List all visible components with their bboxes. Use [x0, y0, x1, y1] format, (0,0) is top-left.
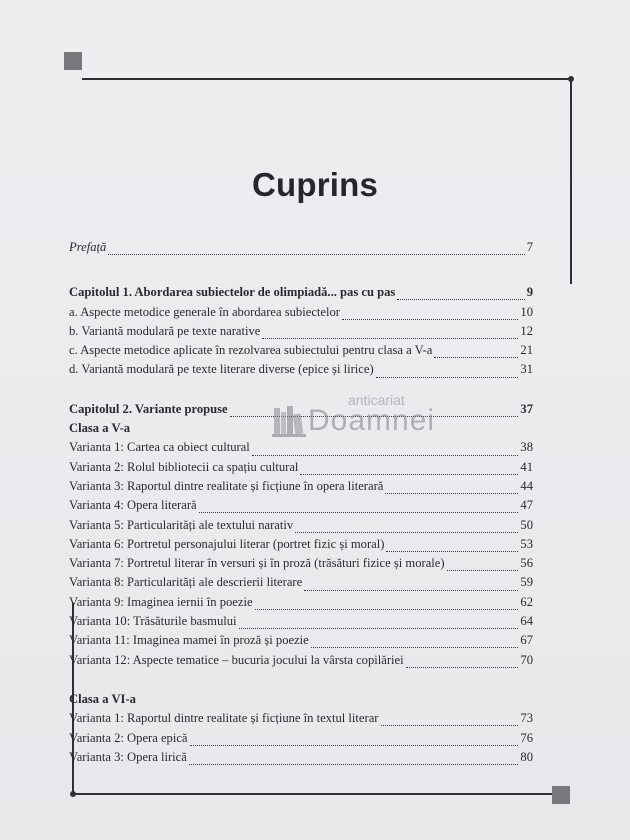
toc-label: Varianta 1: Cartea ca obiect cultural — [69, 440, 250, 455]
toc-label: Varianta 5: Particularități ale textului narativ — [69, 517, 294, 532]
dot-leader — [386, 541, 518, 552]
table-of-contents — [69, 238, 533, 767]
watermark-small-text: anticariat — [348, 392, 405, 408]
dot-leader — [376, 367, 519, 378]
dot-leader — [189, 754, 519, 765]
toc-page: 67 — [520, 633, 533, 648]
dot-leader — [397, 289, 524, 300]
toc-page: 7 — [526, 240, 533, 254]
toc-page: 59 — [520, 575, 533, 590]
toc-label: Varianta 6: Portretul personajului literar (portret fizic și moral) — [69, 536, 385, 551]
frame-line-top — [82, 78, 572, 80]
toc-row — [69, 593, 533, 612]
toc-page: 73 — [520, 711, 533, 726]
dot-leader — [190, 735, 519, 746]
toc-page: 37 — [520, 401, 533, 416]
frame-line-bottom — [72, 793, 552, 795]
toc-row — [69, 573, 533, 592]
toc-label: Varianta 3: Opera lirică — [69, 749, 187, 764]
toc-row — [69, 477, 533, 496]
toc-page: 31 — [520, 362, 533, 377]
dot-leader — [239, 618, 519, 629]
toc-label: Varianta 9: Imaginea iernii în poezie — [69, 594, 253, 609]
dot-leader — [199, 502, 519, 513]
toc-row — [69, 729, 533, 748]
dot-leader — [300, 464, 518, 475]
toc-page: 76 — [520, 730, 533, 745]
toc-label: Varianta 7: Portretul literar în versuri și în proză (trăsături fizice și morale) — [69, 556, 445, 571]
toc-row — [69, 496, 533, 515]
toc-row — [69, 458, 533, 477]
toc-label: a. Aspecte metodice generale în abordarea subiectelor — [69, 304, 340, 319]
page-title: Cuprins — [251, 166, 379, 203]
toc-label: Prefață — [69, 240, 107, 254]
toc-page: 62 — [520, 594, 533, 609]
toc-row — [69, 535, 533, 554]
dot-leader — [381, 715, 519, 726]
toc-page: 47 — [520, 498, 533, 513]
dot-leader — [406, 657, 519, 668]
dot-leader — [311, 637, 519, 648]
dot-leader — [108, 244, 524, 255]
class-heading: Clasa a VI-a — [69, 691, 136, 706]
toc-page: 10 — [520, 304, 533, 319]
toc-row-chapter-2 — [69, 400, 533, 419]
toc-label: Capitolul 1. Abordarea subiectelor de olimpiadă... pas cu pas — [69, 285, 396, 300]
toc-row-preface — [69, 238, 533, 257]
toc-page: 53 — [520, 536, 533, 551]
toc-label: Varianta 1: Raportul dintre realitate și ficțiune în textul literar — [69, 711, 379, 726]
dot-leader — [230, 406, 519, 417]
toc-row — [69, 360, 533, 379]
toc-page: 56 — [520, 556, 533, 571]
frame-dot-bottom-left — [70, 791, 76, 797]
toc-row — [69, 612, 533, 631]
toc-row — [69, 748, 533, 767]
toc-page: 64 — [520, 614, 533, 629]
toc-page: 70 — [520, 652, 533, 667]
dot-leader — [434, 347, 518, 358]
toc-page: 41 — [520, 459, 533, 474]
toc-row — [69, 651, 533, 670]
toc-row — [69, 341, 533, 360]
dot-leader — [447, 560, 519, 571]
toc-label: c. Aspecte metodice aplicate în rezolvarea subiectului pentru clasa a V-a — [69, 343, 433, 358]
toc-label: Capitolul 2. Variante propuse — [69, 401, 228, 416]
watermark-big-text: Doamnei — [308, 404, 436, 437]
dot-leader — [385, 483, 518, 494]
toc-row — [69, 709, 533, 728]
toc-label: Varianta 10: Trăsăturile basmului — [69, 614, 237, 629]
toc-label: Varianta 11: Imaginea mamei în proză și poezie — [69, 633, 309, 648]
toc-page: 12 — [520, 323, 533, 338]
toc-page: 50 — [520, 517, 533, 532]
toc-page: 38 — [520, 440, 533, 455]
toc-label: Varianta 8: Particularități ale descrierii literare — [69, 575, 303, 590]
class-heading: Clasa a V-a — [69, 421, 131, 436]
toc-label: Varianta 4: Opera literară — [69, 498, 197, 513]
toc-label: Varianta 3: Raportul dintre realitate și ficțiune în opera literară — [69, 478, 384, 493]
toc-row — [69, 516, 533, 535]
toc-page: 44 — [520, 478, 533, 493]
toc-label: Varianta 2: Rolul bibliotecii ca spațiu cultural — [69, 459, 299, 474]
toc-row — [69, 554, 533, 573]
toc-label: b. Variantă modulară pe texte narative — [69, 323, 261, 338]
toc-row-chapter-1 — [69, 283, 533, 302]
toc-page: 9 — [526, 285, 533, 300]
toc-label: Varianta 2: Opera epică — [69, 730, 188, 745]
decorative-square-bottom — [552, 786, 570, 804]
toc-label: d. Variantă modulară pe texte literare diverse (epice și lirice) — [69, 362, 374, 377]
dot-leader — [304, 580, 518, 591]
toc-row — [69, 438, 533, 457]
dot-leader — [262, 328, 518, 339]
dot-leader — [252, 445, 519, 456]
toc-label: Varianta 12: Aspecte tematice – bucuria jocului la vârsta copilăriei — [69, 652, 404, 667]
toc-page: 80 — [520, 749, 533, 764]
toc-row — [69, 322, 533, 341]
toc-page: 21 — [520, 343, 533, 358]
dot-leader — [342, 309, 518, 320]
frame-dot-top-right — [568, 76, 574, 82]
dot-leader — [295, 522, 518, 533]
decorative-square-top — [64, 52, 82, 70]
toc-row — [69, 303, 533, 322]
dot-leader — [255, 599, 519, 610]
toc-row — [69, 631, 533, 650]
